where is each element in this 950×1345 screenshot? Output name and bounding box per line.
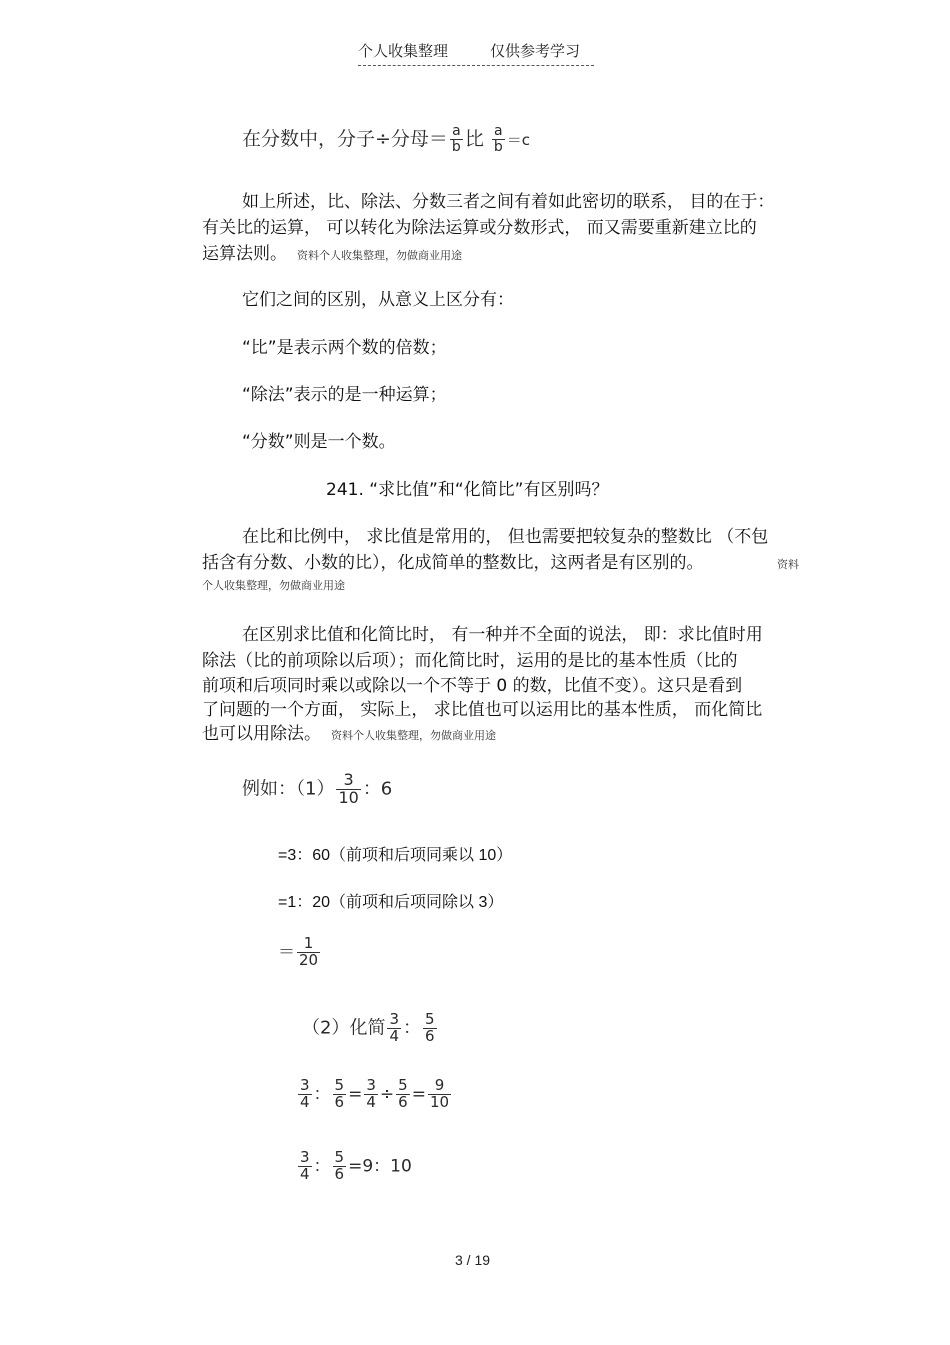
fraction-denominator: 6	[334, 1092, 345, 1111]
fraction-denominator: 20	[299, 950, 319, 969]
formula-image-fraction	[242, 124, 530, 155]
example1-step2: =1：20（前项和后项同除以 3）	[278, 894, 504, 911]
fraction-3-4	[364, 1078, 378, 1111]
fraction-9-10	[428, 1078, 451, 1111]
source-note: 资料个人收集整理，勿做商业用途	[297, 249, 462, 262]
example2-label: （2）化简	[302, 1017, 386, 1039]
diff-intro: 它们之间的区别，从意义上区分有：	[242, 290, 514, 310]
para2-line2: 括含有分数、小数的比），化成简单的整数比，这两者是有区别的。	[202, 553, 704, 573]
fraction-1-20	[297, 936, 320, 969]
fraction-denominator: b	[493, 139, 503, 155]
page-number: 3 / 19	[455, 1252, 491, 1268]
fraction-denominator: 10	[338, 787, 359, 807]
fraction-numerator: 5	[425, 1010, 435, 1028]
fraction-numerator: 5	[398, 1076, 408, 1094]
header-left-text: 个人收集整理	[358, 42, 449, 60]
divide-sign: ÷	[379, 1084, 395, 1105]
fraction-denominator: 6	[398, 1092, 408, 1111]
fraction-3-10	[336, 772, 360, 807]
diff-item-fraction: “分数”则是一个数。	[242, 432, 396, 452]
equals-sign: ＝	[278, 942, 295, 963]
fraction-denominator: 4	[366, 1092, 376, 1111]
para1-line1: 如上所述，比、除法、分数三者之间有着如此密切的联系， 目的在于：	[242, 192, 775, 212]
section-title: 241. “求比值”和“化简比”有区别吗？	[326, 480, 609, 500]
example1-image	[242, 772, 392, 807]
fraction-a-b-2	[492, 124, 505, 154]
page-header	[358, 40, 594, 66]
fraction-numerator: 3	[366, 1076, 376, 1094]
fraction-5-6	[423, 1012, 437, 1045]
fraction-numerator: 5	[334, 1076, 345, 1094]
para3-line5	[202, 721, 496, 749]
source-note-b: 个人收集整理，勿做商业用途	[202, 579, 345, 592]
fraction-numerator: 5	[334, 1148, 345, 1166]
diff-item-ratio: “比”是表示两个数的倍数；	[242, 338, 447, 358]
equals-sign: =	[348, 1084, 363, 1105]
fraction-denominator: b	[451, 139, 461, 155]
para3-line1: 在区别求比值和化简比时， 有一种并不全面的说法， 即：求比值时用	[242, 625, 763, 645]
header-right-text: 仅供参考学习	[490, 42, 581, 60]
source-note-a: 资料	[777, 558, 799, 571]
fraction-numerator: 3	[300, 1076, 310, 1094]
para3-line5-text: 也可以用除法。	[202, 724, 321, 744]
formula-equals-c: ＝c	[506, 131, 531, 149]
colon: ：	[403, 1017, 421, 1039]
fraction-numerator: 9	[428, 1078, 451, 1095]
example2-image	[302, 1012, 439, 1045]
example1-label: 例如：（1）	[242, 778, 335, 800]
example1-step3	[278, 936, 322, 969]
para3-line3: 前项和后项同时乘以或除以一个不等于 0 的数，比值不变）。这只是看到	[202, 676, 743, 696]
example1-step1: =3：60（前项和后项同乘以 10）	[278, 847, 513, 864]
para2-line1: 在比和比例中， 求比值是常用的， 但也需要把较复杂的整数比 （不包	[242, 527, 769, 547]
para1-line2: 有关比的运算， 可以转化为除法运算或分数形式， 而又需要重新建立比的	[202, 218, 757, 238]
equals-sign: =	[411, 1084, 426, 1105]
example2-line2	[296, 1150, 412, 1183]
fraction-5-6	[333, 1078, 347, 1111]
fraction-denominator: 4	[389, 1026, 399, 1045]
para3-line2: 除法（比的前项除以后项）；而化简比时，运用的是比的基本性质（比的	[202, 651, 738, 671]
para1-line3-text: 运算法则。	[202, 244, 287, 264]
fraction-denominator: 4	[300, 1092, 310, 1111]
fraction-denominator: 4	[300, 1164, 310, 1183]
fraction-denominator: 6	[425, 1026, 435, 1045]
fraction-3-4	[298, 1150, 312, 1183]
fraction-numerator: a	[450, 124, 463, 140]
fraction-numerator: a	[492, 124, 505, 140]
example2-line1	[296, 1078, 453, 1111]
source-note: 资料个人收集整理，勿做商业用途	[331, 729, 496, 742]
fraction-5-6	[333, 1150, 347, 1183]
para3-line4: 了问题的一个方面， 实际上， 求比值也可以运用比的基本性质， 而化简比	[202, 700, 763, 720]
fraction-a-b	[450, 124, 463, 154]
colon: ：	[313, 1156, 331, 1177]
example1-tail: ：6	[362, 778, 393, 800]
formula-prefix: 在分数中，分子÷分母＝	[242, 128, 448, 150]
fraction-numerator: 1	[297, 936, 320, 953]
fraction-numerator: 3	[336, 772, 360, 790]
fraction-numerator: 3	[389, 1010, 399, 1028]
para1-line3	[202, 241, 462, 269]
fraction-3-4	[387, 1012, 401, 1045]
fraction-denominator: 6	[334, 1164, 345, 1183]
fraction-5-6	[396, 1078, 410, 1111]
result-ratio: =9：10	[348, 1156, 412, 1177]
fraction-3-4	[298, 1078, 312, 1111]
diff-item-division: “除法”表示的是一种运算；	[242, 385, 447, 405]
formula-bi: 比	[464, 128, 484, 150]
colon: ：	[313, 1084, 331, 1105]
fraction-numerator: 3	[300, 1148, 310, 1166]
fraction-denominator: 10	[429, 1092, 450, 1111]
